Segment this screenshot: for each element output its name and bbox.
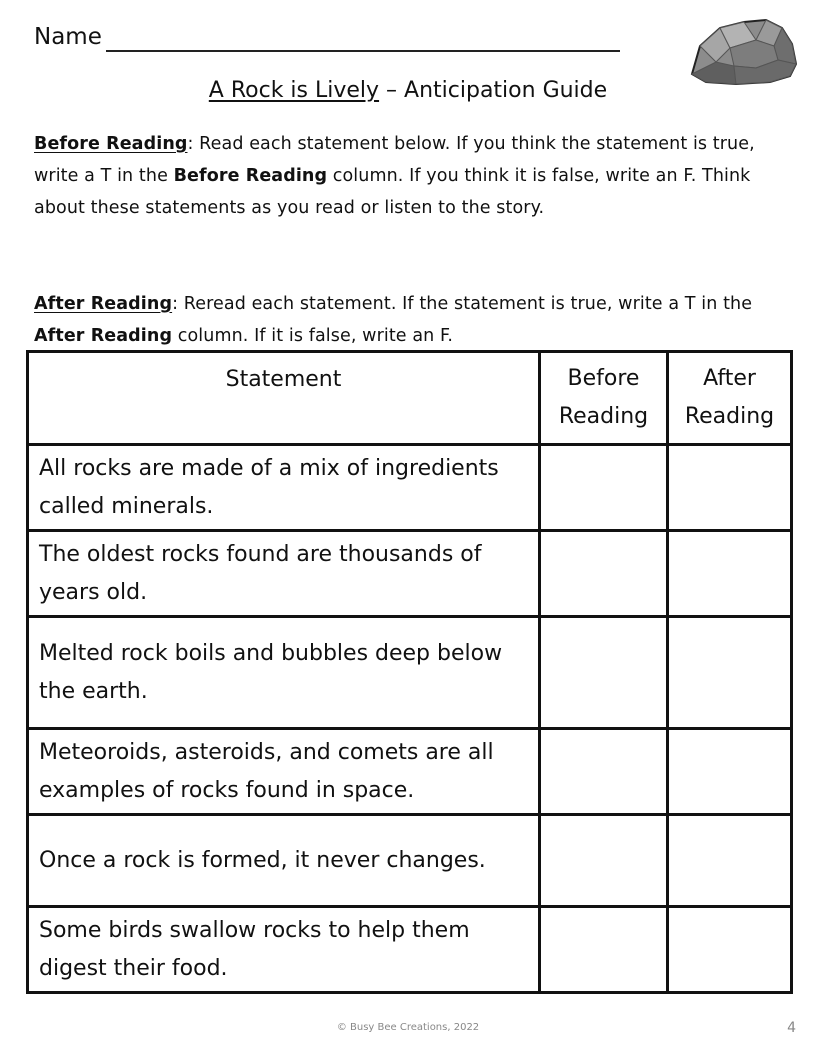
before-reading-text-2: column. If you think it is false, write an F. Think about these statements as you read or listen to the story. bbox=[34, 166, 751, 218]
after-reading-instructions bbox=[34, 288, 786, 352]
before-reading-cell[interactable] bbox=[540, 729, 668, 815]
table-row bbox=[28, 907, 792, 993]
before-reading-bold: Before Reading bbox=[173, 166, 328, 186]
statement-header: Statement bbox=[28, 352, 540, 445]
title-suffix: – Anticipation Guide bbox=[379, 78, 608, 103]
statement-cell: All rocks are made of a mix of ingredients called minerals. bbox=[28, 445, 540, 531]
name-label: Name bbox=[34, 24, 102, 50]
rock-icon bbox=[686, 16, 798, 86]
statement-cell: Meteoroids, asteroids, and comets are all examples of rocks found in space. bbox=[28, 729, 540, 815]
after-reading-cell[interactable] bbox=[668, 617, 792, 729]
after-reading-bold: After Reading bbox=[34, 326, 173, 346]
before-reading-instructions bbox=[34, 128, 786, 224]
after-reading-cell[interactable] bbox=[668, 445, 792, 531]
after-reading-cell[interactable] bbox=[668, 531, 792, 617]
table-row bbox=[28, 729, 792, 815]
table-row bbox=[28, 617, 792, 729]
anticipation-guide-table bbox=[26, 350, 793, 994]
copyright-footer: © Busy Bee Creations, 2022 bbox=[336, 1022, 480, 1033]
table-row bbox=[28, 815, 792, 907]
before-reading-lead: Before Reading bbox=[34, 134, 188, 154]
statement-cell: Some birds swallow rocks to help them digest their food. bbox=[28, 907, 540, 993]
statement-cell: Melted rock boils and bubbles deep below the earth. bbox=[28, 617, 540, 729]
table-row bbox=[28, 531, 792, 617]
statement-cell: Once a rock is formed, it never changes. bbox=[28, 815, 540, 907]
table-row bbox=[28, 445, 792, 531]
page-number: 4 bbox=[787, 1020, 796, 1036]
after-reading-cell[interactable] bbox=[668, 815, 792, 907]
before-reading-cell[interactable] bbox=[540, 617, 668, 729]
after-reading-text-1: : Reread each statement. If the statement is true, write a T in the bbox=[172, 294, 753, 314]
statement-cell: The oldest rocks found are thousands of years old. bbox=[28, 531, 540, 617]
before-reading-cell[interactable] bbox=[540, 907, 668, 993]
before-reading-header: Before Reading bbox=[540, 352, 668, 445]
after-reading-cell[interactable] bbox=[668, 729, 792, 815]
before-reading-text-1: : Read each statement below. If you think the statement is true, write a T in the bbox=[34, 134, 755, 186]
after-reading-header: After Reading bbox=[668, 352, 792, 445]
before-reading-cell[interactable] bbox=[540, 815, 668, 907]
name-field[interactable] bbox=[106, 50, 620, 52]
book-title: A Rock is Lively bbox=[208, 78, 380, 103]
after-reading-cell[interactable] bbox=[668, 907, 792, 993]
before-reading-cell[interactable] bbox=[540, 445, 668, 531]
page-title bbox=[0, 78, 816, 103]
before-reading-cell[interactable] bbox=[540, 531, 668, 617]
table-header-row bbox=[28, 352, 792, 445]
after-reading-text-2: column. If it is false, write an F. bbox=[172, 326, 454, 346]
after-reading-lead: After Reading bbox=[34, 294, 173, 314]
